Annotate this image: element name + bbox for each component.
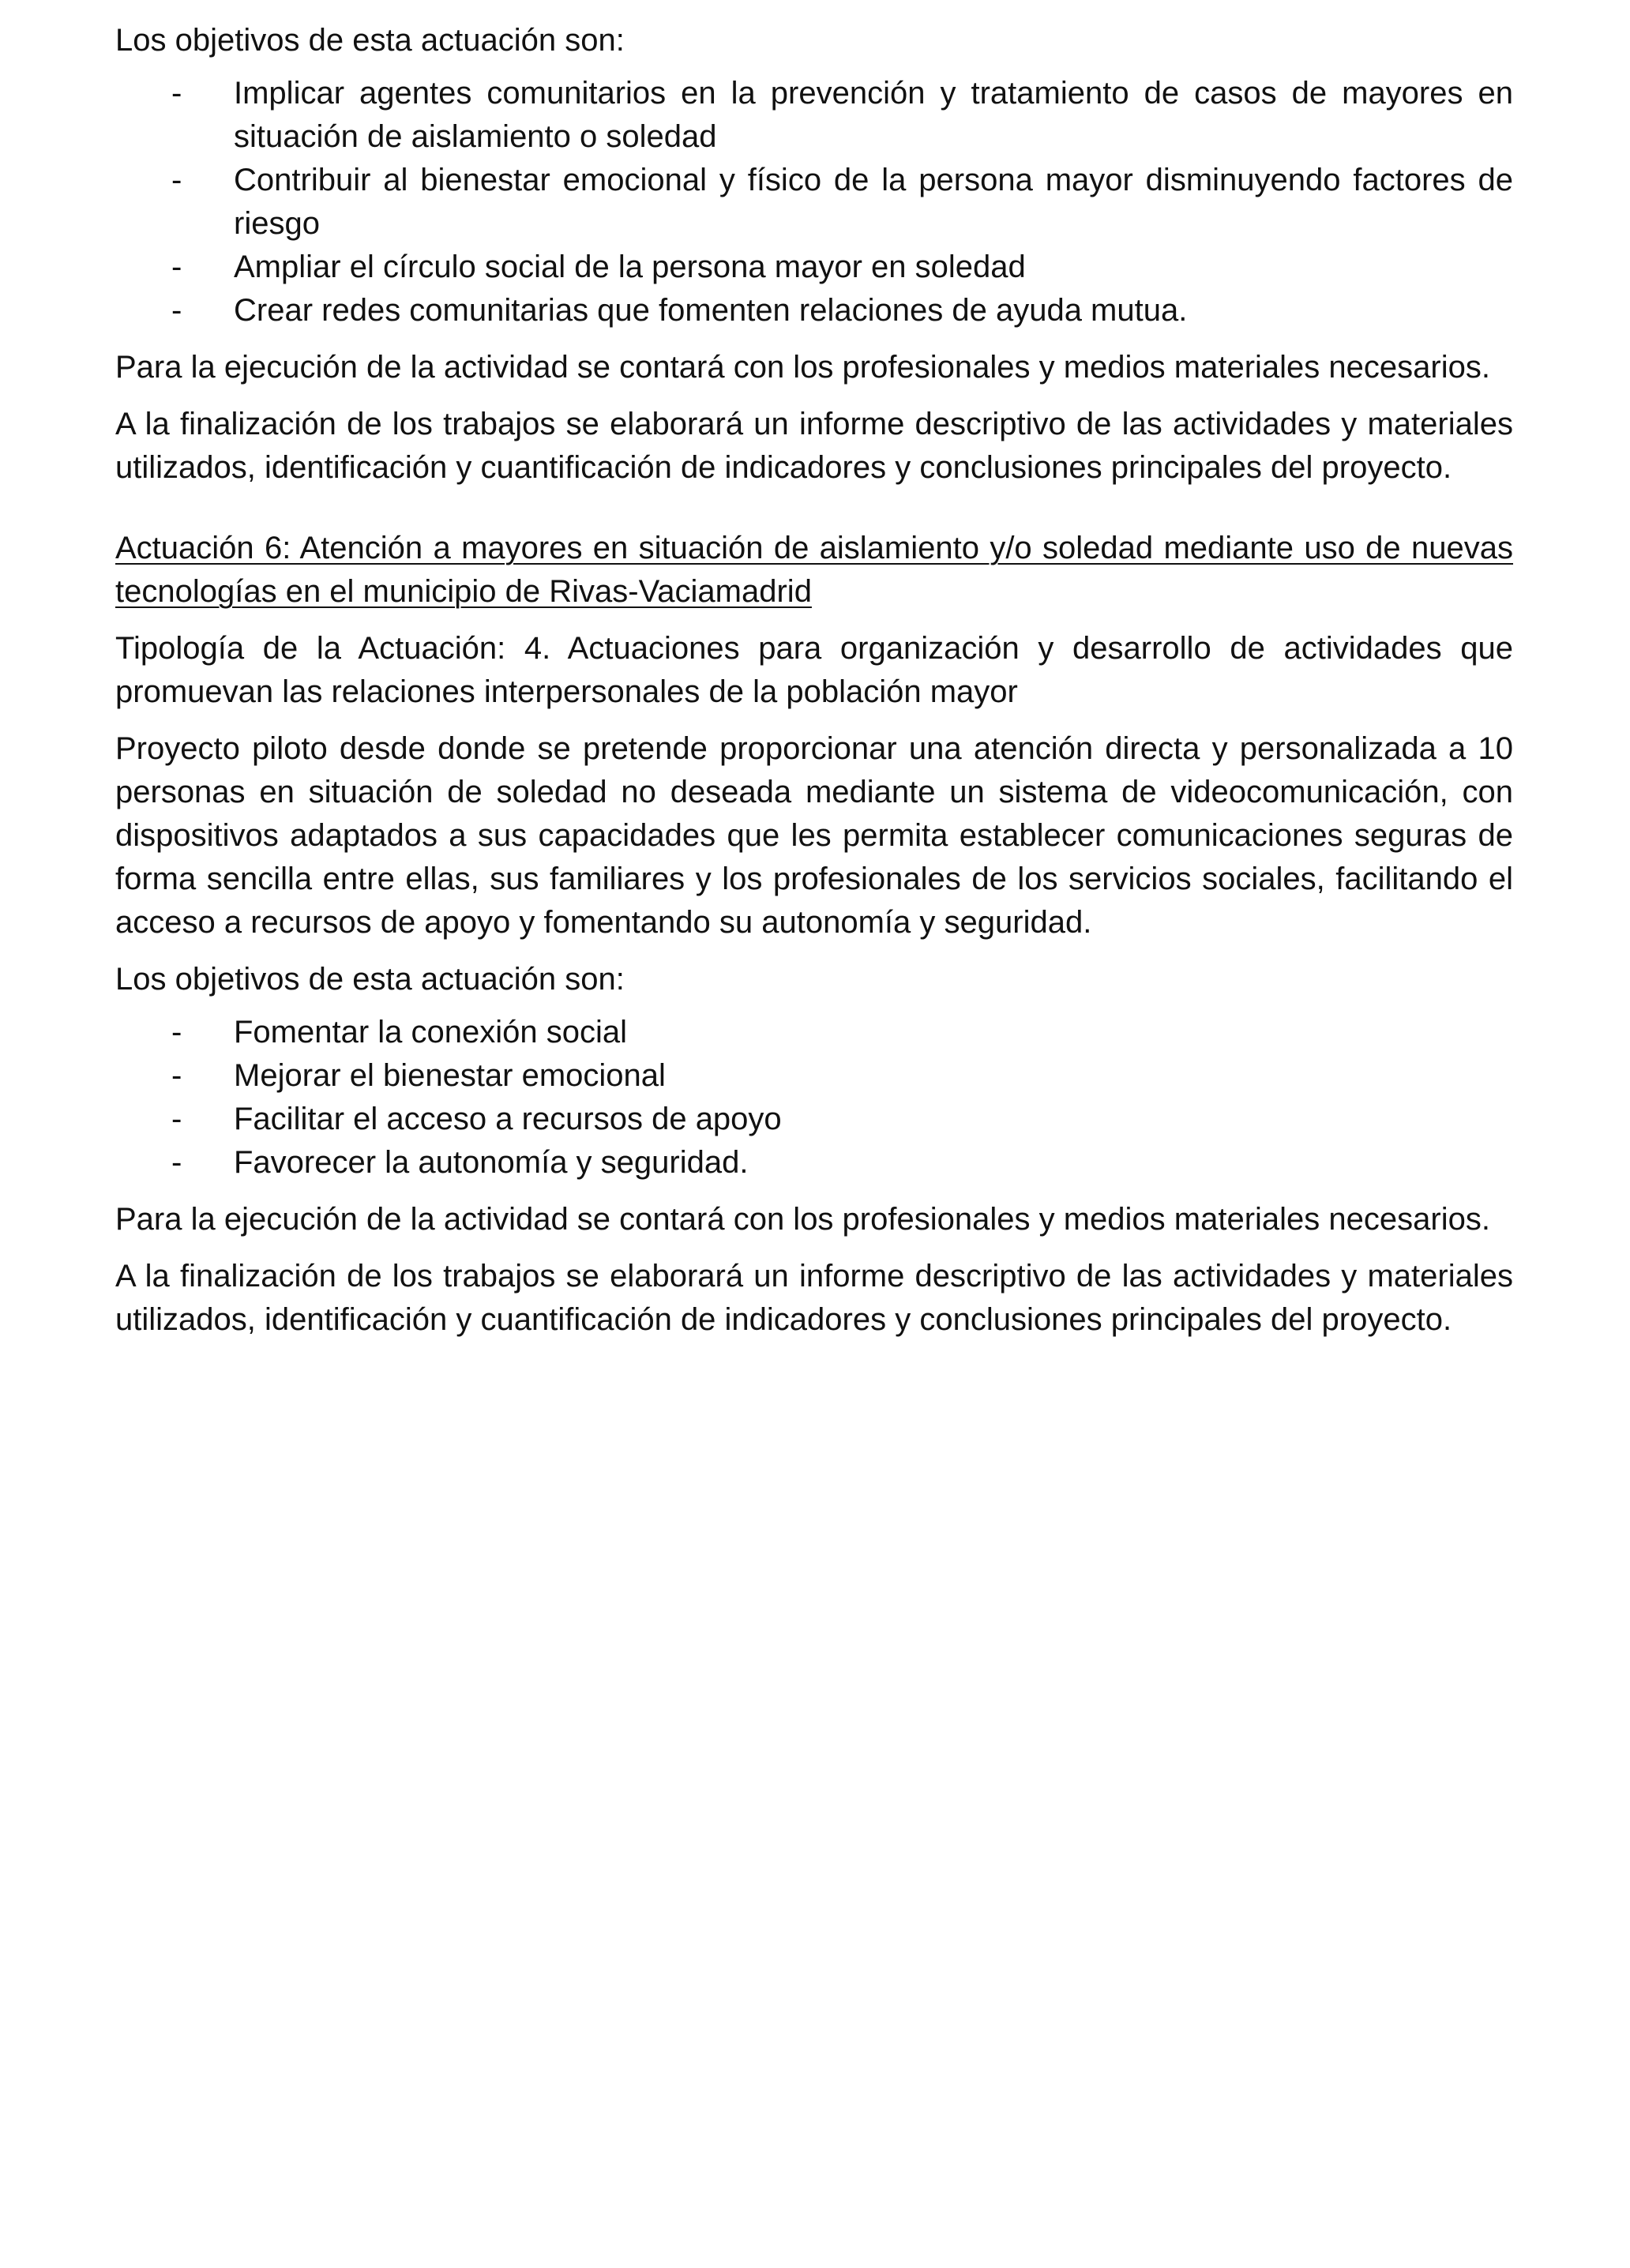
objectives-intro: Los objetivos de esta actuación son: (115, 23, 625, 58)
dash-bullet: - (171, 163, 182, 197)
dash-bullet: - (171, 1058, 182, 1093)
list-item: - Implicar agentes comunitarios en la prevención y tratamiento de casos de mayores en situación de aislamiento o soledad (115, 72, 1513, 159)
list-item: - Fomentar la conexión social (115, 1011, 1513, 1054)
report-paragraph: A la finalización de los trabajos se elaborará un informe descriptivo de las actividades y materiales utilizados, identificación y cuantificación de indicadores y conclusiones principales del proyecto. (115, 407, 1513, 485)
execution-paragraph: Para la ejecución de la actividad se contará con los profesionales y medios materiales necesarios. (115, 350, 1490, 385)
typology-paragraph: Tipología de la Actuación: 4. Actuaciones para organización y desarrollo de actividades que promuevan las relaciones interpersonales de la población mayor (115, 631, 1513, 709)
section-title: Actuación 6: Atención a mayores en situación de aislamiento y/o soledad mediante uso de nuevas tecnologías en el municipio de Rivas-Vaciamadrid (115, 531, 1513, 609)
dash-bullet: - (171, 1015, 182, 1050)
report-paragraph: A la finalización de los trabajos se elaborará un informe descriptivo de las actividades y materiales utilizados, identificación y cuantificación de indicadores y conclusiones principales del proyecto. (115, 1259, 1513, 1337)
objectives-intro: Los objetivos de esta actuación son: (115, 962, 625, 997)
list-item: - Crear redes comunitarias que fomenten relaciones de ayuda mutua. (115, 289, 1513, 332)
description-paragraph: Proyecto piloto desde donde se pretende proporcionar una atención directa y personalizada a 10 personas en situación de soledad no deseada mediante un sistema de videocomunicación, con dispositivos adaptados a sus capacidades que les permita establecer comunicaciones seguras de forma sencilla entre ellas, sus familiares y los profesionales de los servicios sociales, facilitando el acceso a recursos de apoyo y fomentando su autonomía y seguridad. (115, 731, 1513, 940)
list-item: - Facilitar el acceso a recursos de apoyo (115, 1098, 1513, 1141)
list-item: - Ampliar el círculo social de la persona mayor en soledad (115, 246, 1513, 289)
list-item: - Favorecer la autonomía y seguridad. (115, 1141, 1513, 1185)
list-item: - Contribuir al bienestar emocional y físico de la persona mayor disminuyendo factores de riesgo (115, 159, 1513, 246)
dash-bullet: - (171, 76, 182, 111)
dash-bullet: - (171, 250, 182, 284)
document-page (115, 19, 1513, 1342)
objectives-list (115, 1011, 1513, 1185)
list-item: - Mejorar el bienestar emocional (115, 1054, 1513, 1098)
dash-bullet: - (171, 1102, 182, 1136)
execution-paragraph: Para la ejecución de la actividad se contará con los profesionales y medios materiales necesarios. (115, 1202, 1490, 1237)
dash-bullet: - (171, 1145, 182, 1180)
objectives-list (115, 72, 1513, 332)
dash-bullet: - (171, 293, 182, 328)
